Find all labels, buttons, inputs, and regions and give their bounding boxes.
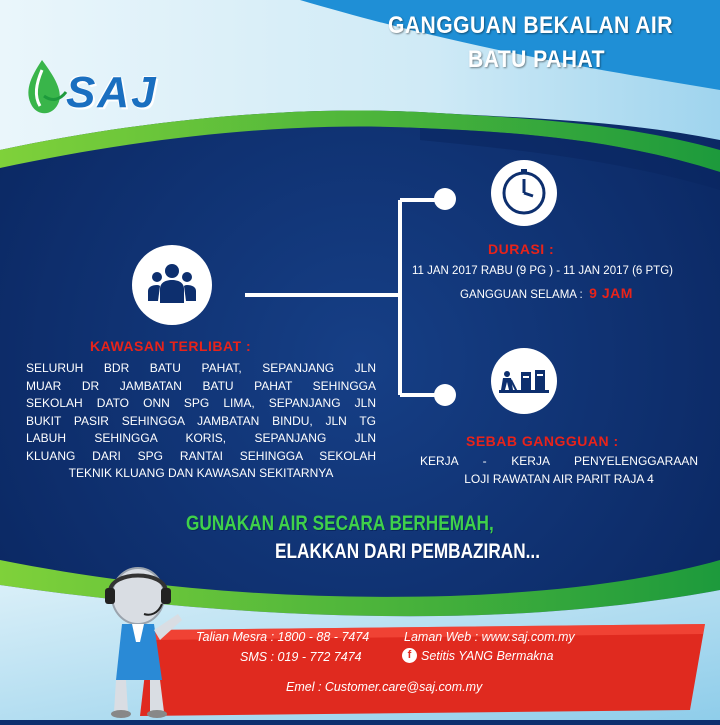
kawasan-text bbox=[26, 360, 376, 483]
durasi-duration-prefix: GANGGUAN SELAMA : bbox=[460, 289, 583, 301]
contact-laman[interactable]: Laman Web : www.saj.com.my bbox=[404, 630, 575, 644]
worker-plant-icon bbox=[491, 348, 557, 414]
clock-icon bbox=[491, 160, 557, 226]
connector-dot-bottom bbox=[434, 384, 456, 406]
contact-facebook[interactable] bbox=[402, 648, 553, 663]
slogan-line2: ELAKKAN DARI PEMBAZIRAN... bbox=[275, 540, 541, 563]
connector-dot-top bbox=[434, 188, 456, 210]
facebook-icon: f bbox=[402, 648, 417, 663]
plant-icon-circle bbox=[491, 348, 557, 414]
page-title-line2: BATU PAHAT bbox=[468, 46, 605, 73]
durasi-label: DURASI : bbox=[488, 241, 555, 257]
sebab-label: SEBAB GANGGUAN : bbox=[466, 433, 619, 449]
kawasan-line: LABUH SEHINGGA KORIS, SEPANJANG JLN bbox=[26, 431, 376, 445]
mascot-figure-icon bbox=[92, 560, 192, 720]
kawasan-line: SEKOLAH DATO ONN SPG LIMA, SEPANJANG JLN bbox=[26, 396, 376, 410]
kawasan-line: TEKNIK KLUANG DAN KAWASAN SEKITARNYA bbox=[68, 466, 334, 480]
contact-talian: Talian Mesra : 1800 - 88 - 7474 bbox=[196, 630, 370, 644]
saj-logo bbox=[22, 56, 182, 126]
clock-icon-circle bbox=[491, 160, 557, 226]
customer-service-mascot bbox=[92, 560, 192, 720]
kawasan-line: SELURUH BDR BATU PAHAT, SEPANJANG JLN bbox=[26, 361, 376, 375]
kawasan-line: KLUANG DARI SPG RANTAI SEHINGGA SEKOLAH bbox=[26, 448, 376, 463]
logo-text: SAJ bbox=[66, 68, 158, 117]
kawasan-label: KAWASAN TERLIBAT : bbox=[90, 338, 252, 354]
durasi-duration-value: 9 JAM bbox=[589, 285, 633, 301]
durasi-dates: 11 JAN 2017 RABU (9 PG ) - 11 JAN 2017 (6 PTG) bbox=[412, 265, 673, 277]
people-icon-circle bbox=[132, 245, 212, 325]
people-group-icon bbox=[132, 245, 212, 325]
kawasan-line: BUKIT PASIR SEHINGGA JAMBATAN BINDU, JLN TG bbox=[26, 413, 376, 428]
sebab-line2: LOJI RAWATAN AIR PARIT RAJA 4 bbox=[464, 472, 654, 486]
sebab-line1: KERJA - KERJA PENYELENGGARAAN bbox=[420, 454, 698, 468]
durasi-duration bbox=[460, 285, 633, 303]
facebook-page-name: Setitis YANG Bermakna bbox=[421, 648, 554, 663]
slogan-line1: GUNAKAN AIR SECARA BERHEMAH, bbox=[186, 512, 494, 535]
contact-sms: SMS : 019 - 772 7474 bbox=[240, 650, 362, 664]
contact-emel[interactable]: Emel : Customer.care@saj.com.my bbox=[286, 680, 483, 694]
kawasan-line: MUAR DR JAMBATAN BATU PAHAT SEHINGGA bbox=[26, 378, 376, 393]
page-title-line1: GANGGUAN BEKALAN AIR bbox=[388, 12, 673, 39]
